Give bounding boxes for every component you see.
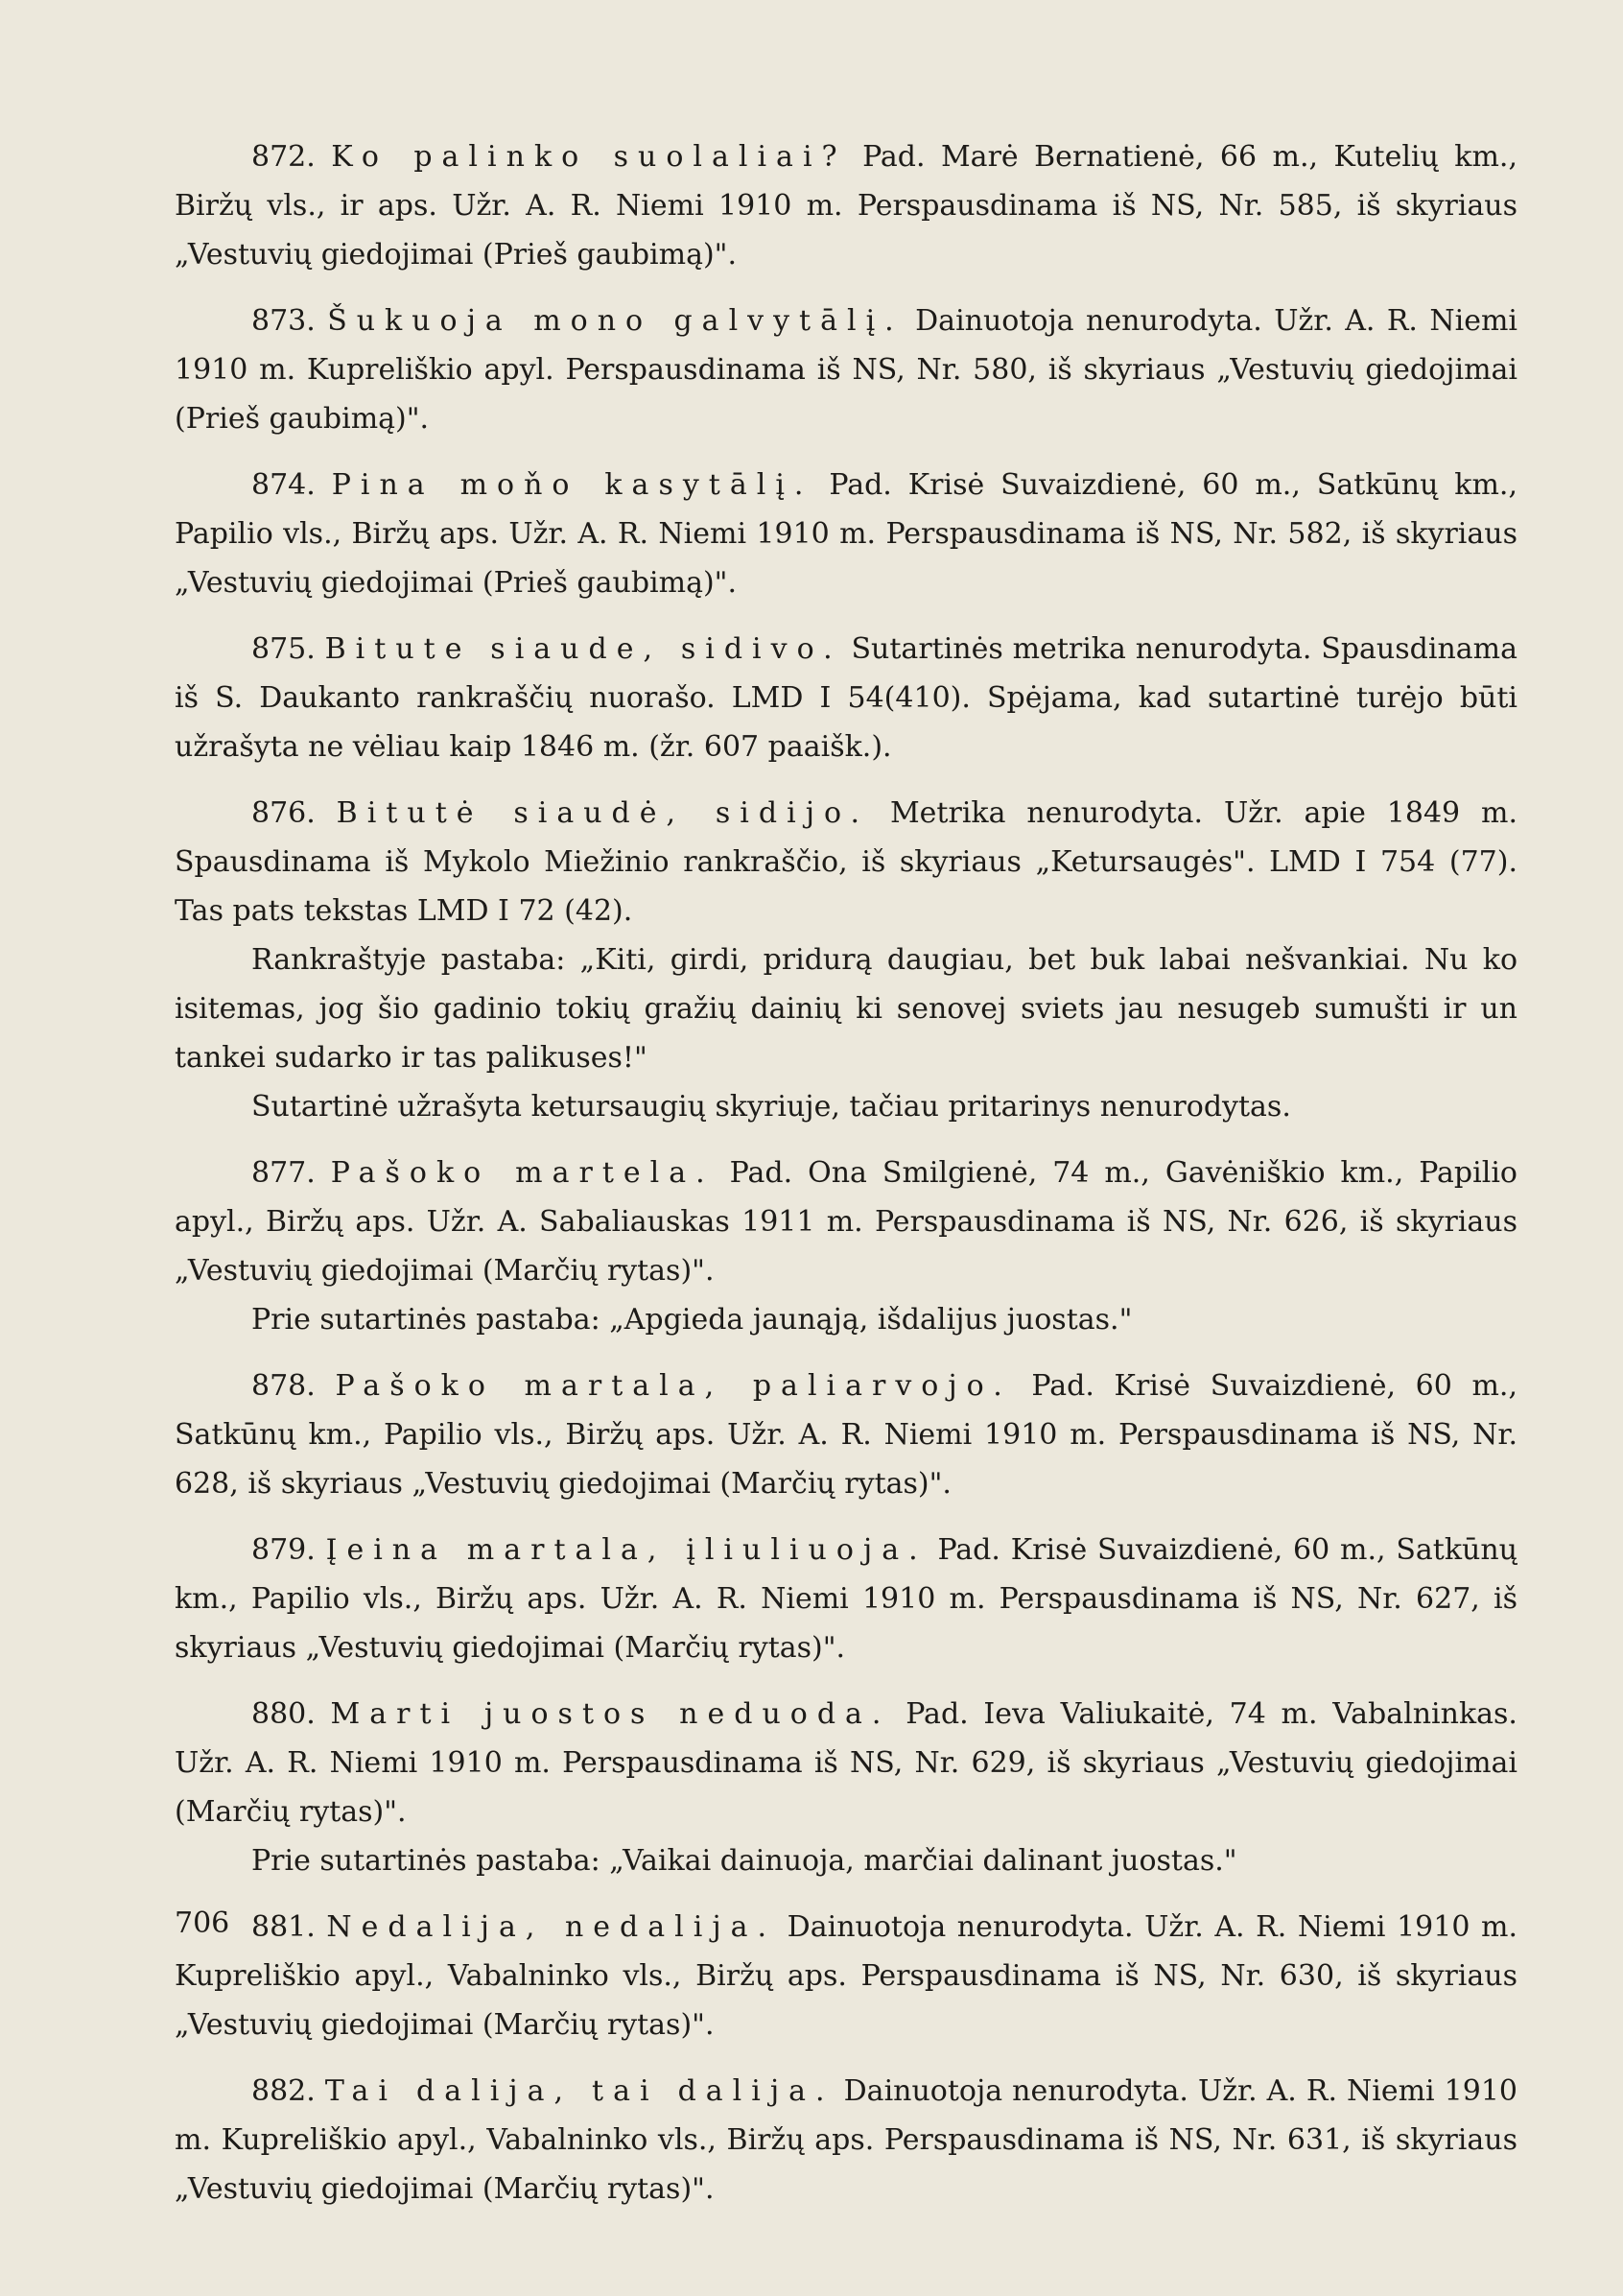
entry-title: Bitute siaude, sidivo. — [324, 632, 842, 666]
entry-878 — [175, 1361, 1517, 1508]
entry-877 — [175, 1148, 1517, 1295]
entry-number: 878. — [251, 1369, 316, 1403]
entry-text: Pad. Krisė Suvaizdienė, 60 m., Satkūnų km., Papilio vls., Biržų aps. Užr. A. R. Niemi 1910 m. Perspausdinama iš NS, Nr. 582, iš skyriaus „Vestuvių giedojimai (Prieš gaubimą)". — [175, 468, 1517, 600]
entry-note: Prie sutartinės pastaba: „Apgieda jaunąją, išdalijus juostas." — [251, 1303, 1133, 1337]
entry-879 — [175, 1526, 1517, 1672]
entry-note: Sutartinė užrašyta ketursaugių skyriuje, tačiau pritarinys nenurodytas. — [251, 1090, 1291, 1124]
entry-title: Šukuoja mono galvytālį. — [327, 304, 904, 338]
entry-title: Įeina martala, įliuliuoja. — [325, 1533, 928, 1567]
page-number: 706 — [175, 1906, 230, 1940]
entry-text: Pad. Ieva Valiukaitė, 74 m. Vabalninkas. Užr. A. R. Niemi 1910 m. Perspausdinama iš NS, Nr. 629, iš skyriaus „Vestuvių giedojimai (Marčių rytas)". — [175, 1697, 1517, 1829]
entry-text: Pad. Ona Smilgienė, 74 m., Gavėniškio km., Papilio apyl., Biržų aps. Užr. A. Sabaliauskas 1911 m. Perspausdinama iš NS, Nr. 626, iš skyriaus „Vestuvių giedojimai (Marčių rytas)". — [175, 1156, 1517, 1288]
entry-number: 873. — [251, 304, 316, 338]
entry-872 — [175, 132, 1517, 279]
entry-text: Dainuotoja nenurodyta. Užr. A. R. Niemi 1910 m. Kupreliškio apyl. Perspausdinama iš NS, Nr. 580, iš skyriaus „Vestuvių giedojimai (Prieš gaubimą)". — [175, 304, 1517, 436]
entry-number: 876. — [251, 796, 316, 830]
entry-text: Dainuotoja nenurodyta. Užr. A. R. Niemi 1910 m. Kupreliškio apyl., Vabalninko vls., Biržų aps. Perspausdinama iš NS, Nr. 630, iš skyriaus „Vestuvių giedojimai (Marčių rytas)". — [175, 1910, 1517, 2042]
entry-title: Nedalija, nedalija. — [326, 1910, 777, 1944]
entry-874 — [175, 461, 1517, 607]
entry-873 — [175, 296, 1517, 443]
entry-number: 874. — [251, 468, 316, 502]
entry-number: 881. — [251, 1910, 316, 1944]
entry-876 — [175, 789, 1517, 935]
entry-number: 880. — [251, 1697, 316, 1731]
entry-number: 882. — [251, 2074, 316, 2108]
entry-title: Pina moňo kasytālį. — [331, 468, 813, 502]
entry-text: Metrika nenurodyta. Užr. apie 1849 m. Spausdinama iš Mykolo Miežinio rankraščio, iš skyriaus „Ketursaugės". LMD I 754 (77). Tas pats tekstas LMD I 72 (42). — [175, 796, 1517, 928]
commentary-text — [175, 132, 1517, 2213]
entry-note: Prie sutartinės pastaba: „Vaikai dainuoja, marčiai dalinant juostas." — [251, 1844, 1237, 1878]
entry-text: Pad. Marė Bernatienė, 66 m., Kutelių km., Biržų vls., ir aps. Užr. A. R. Niemi 1910 m. Perspausdinama iš NS, Nr. 585, iš skyriaus „Vestuvių giedojimai (Prieš gaubimą)". — [175, 140, 1517, 272]
entry-882 — [175, 2067, 1517, 2213]
entry-text: Sutartinės metrika nenurodyta. Spausdinama iš S. Daukanto rankraščių nuorašo. LMD I 54(410). Spėjama, kad sutartinė turėjo būti užrašyta ne vėliau kaip 1846 m. (žr. 607 paaišk.). — [175, 632, 1517, 764]
entry-text: Dainuotoja nenurodyta. Užr. A. R. Niemi 1910 m. Kupreliškio apyl., Vabalninko vls., Biržų aps. Perspausdinama iš NS, Nr. 631, iš skyriaus „Vestuvių giedojimai (Marčių rytas)". — [175, 2074, 1518, 2206]
entry-note: Rankraštyje pastaba: „Kiti, girdi, pridurą daugiau, bet buk labai nešvankiai. Nu ko isitemas, jog šio gadinio tokių gražių dainių ki senovej sviets jau nesugeb sumušti ir un tankei sudarko ir tas palikuses!" — [175, 943, 1517, 1075]
entry-title: Pašoko martala, paliarvojo. — [335, 1369, 1012, 1403]
entry-880 — [175, 1690, 1517, 1836]
entry-text: Pad. Krisė Suvaizdienė, 60 m., Satkūnų km., Papilio vls., Biržų aps. Užr. A. R. Niemi 1910 m. Perspausdinama iš NS, Nr. 628, iš skyriaus „Vestuvių giedojimai (Marčių rytas)". — [175, 1369, 1517, 1501]
entry-number: 872. — [251, 140, 316, 174]
entry-text: Pad. Krisė Suvaizdienė, 60 m., Satkūnų km., Papilio vls., Biržų aps. Užr. A. R. Niemi 1910 m. Perspausdinama iš NS, Nr. 627, iš skyriaus „Vestuvių giedojimai (Marčių rytas)". — [175, 1533, 1517, 1665]
entry-875 — [175, 625, 1517, 771]
entry-881 — [175, 1903, 1517, 2049]
entry-number: 875. — [251, 632, 316, 666]
entry-number: 877. — [251, 1156, 316, 1190]
entry-title: Pašoko martela. — [330, 1156, 715, 1190]
entry-title: Tai dalija, tai dalija. — [324, 2074, 835, 2108]
entry-number: 879. — [251, 1533, 316, 1567]
entry-title: Bitutė siaudė, sidijo. — [336, 796, 870, 830]
entry-title: Ko palinko suolaliai? — [331, 140, 847, 174]
entry-title: Marti juostos neduoda. — [330, 1697, 891, 1731]
